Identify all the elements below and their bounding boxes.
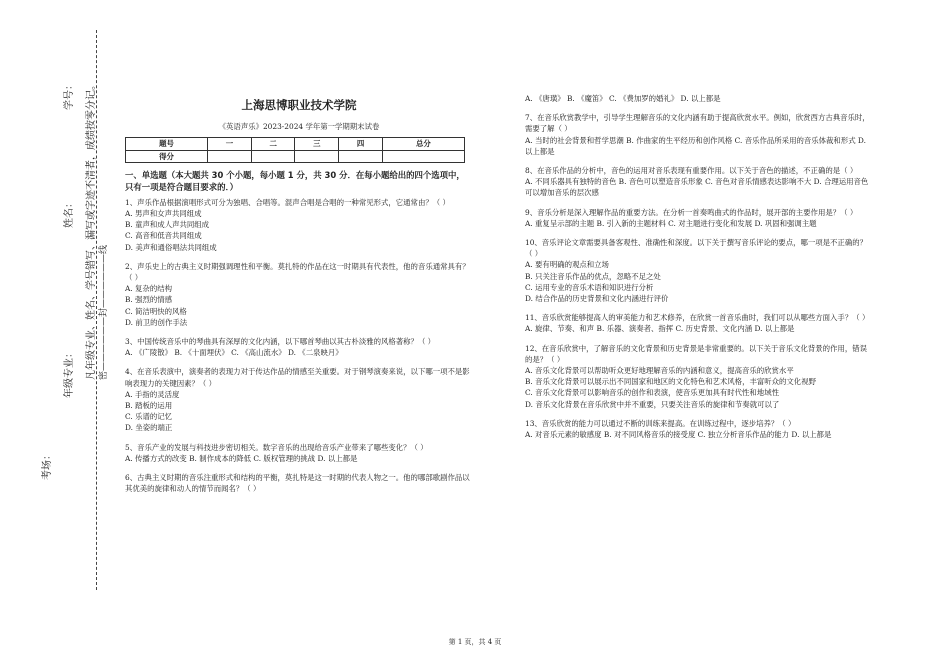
question-block: [125, 336, 473, 358]
answer-option[interactable]: D. 坐姿的端正: [125, 423, 173, 433]
answer-option[interactable]: A. 《唐璜》 B. 《魔笛》 C. 《费加罗的婚礼》 D. 以上都是: [525, 94, 721, 103]
answer-option[interactable]: A. 当时的社会背景和哲学思潮 B. 作曲家的生平经历和创作风格 C. 音乐作品所采用的音乐体裁和形式 D. 以上都是: [525, 135, 866, 156]
question-block: [125, 366, 473, 433]
seal-dashed-line: [96, 30, 97, 590]
question-stem: 12、在音乐欣赏中，了解音乐的文化背景和历史背景是非常重要的。以下关于音乐文化背景的作用，错误的是？（ ）: [525, 343, 867, 364]
left-column: [125, 92, 473, 502]
class-label: 年级专业：: [64, 348, 75, 398]
question-block: [525, 207, 873, 229]
score-table-score-row: [126, 150, 465, 162]
answer-option[interactable]: A. 手指的灵活度: [125, 389, 180, 399]
question-stem: 5、音乐产业的发展与科技进步密切相关。数字音乐的出现给音乐产业带来了哪些变化？（ ）: [125, 442, 428, 452]
right-question-list: [525, 93, 873, 440]
answer-option[interactable]: A. 不同乐器具有独特的音色 B. 音色可以塑造音乐形象 C. 音色对音乐情感表达影响不大 D. 合理运用音色可以增加音乐的层次感: [525, 177, 869, 198]
answer-option[interactable]: A. 男声和女声共同组成: [125, 209, 202, 219]
answer-option[interactable]: A. 《广陵散》 B. 《十面埋伏》 C. 《高山流水》 D. 《二泉映月》: [125, 348, 343, 358]
student-id-label: 学号：: [64, 80, 75, 110]
answer-option[interactable]: B. 踏板的运用: [125, 401, 173, 411]
course-title: 《英语声乐》2023-2024 学年第一学期期末试卷: [218, 122, 380, 132]
question-block: [525, 112, 873, 157]
score-cell[interactable]: [382, 150, 464, 162]
question-block: [125, 442, 473, 464]
answer-option[interactable]: A. 传播方式的改变 B. 制作成本的降低 C. 版权管理的挑战 D. 以上都是: [125, 453, 358, 463]
answer-option[interactable]: B. 强烈的情感: [125, 295, 173, 305]
answer-option[interactable]: A. 重复呈示部的主题 B. 引入新的主题材料 C. 对主题进行变化和发展 D. 巩固和强调主题: [525, 218, 817, 228]
score-header-cell: 三: [295, 138, 339, 150]
question-stem: 7、在音乐欣赏教学中，引导学生理解音乐的文化内涵有助于提高欣赏水平。例如，欣赏西方古典音乐时，需要了解（ ）: [525, 113, 870, 134]
answer-option[interactable]: C. 乐谱的记忆: [125, 412, 173, 422]
binding-warning: 凡年级专业、姓名、学号错写、漏写或字迹不清者，成绩按零分记。: [86, 80, 97, 380]
answer-option[interactable]: D. 音乐文化背景在音乐欣赏中并不重要，只要关注音乐的旋律和节奏就可以了: [525, 399, 780, 409]
page-footer: 第 1 页，共 4 页: [448, 638, 502, 646]
question-block: [125, 261, 473, 328]
score-cell[interactable]: [295, 150, 339, 162]
answer-option[interactable]: B. 音乐文化背景可以展示出不同国家和地区的文化特色和艺术风格，丰富听众的文化视野: [525, 377, 816, 387]
question-stem: 3、中国传统音乐中的琴曲具有深厚的文化内涵，以下哪首琴曲以其古朴淡雅的风格著称？（ ）: [125, 337, 436, 347]
school-title: 上海思博职业技术学院: [241, 98, 357, 112]
answer-option[interactable]: D. 美声和通俗唱法共同组成: [125, 242, 217, 252]
score-cell[interactable]: [339, 150, 383, 162]
score-header-cell: 一: [208, 138, 252, 150]
question-block: [525, 343, 873, 410]
question-stem: 2、声乐史上的古典主义时期强调理性和平衡。莫扎特的作品在这一时期具有代表性，他的音乐通常具有？（ ）: [125, 261, 470, 283]
question-block: [525, 93, 873, 104]
question-stem: 9、音乐分析是深入理解作品的重要方法。在分析一首奏鸣曲式的作品时，展开部的主要作用是？（ ）: [525, 207, 858, 217]
question-stem: 13、音乐欣赏的能力可以通过不断的训练来提高。在训练过程中，逐步培养？（ ）: [525, 418, 796, 428]
answer-option[interactable]: B. 童声和成人声共同组成: [125, 220, 210, 230]
question-stem: 6、古典主义时期的音乐注重形式和结构的平衡，莫扎特是这一时期的代表人物之一。他的哪部歌剧作品以其优美的旋律和动人的情节而闻名？（ ）: [125, 473, 470, 494]
score-cell[interactable]: [251, 150, 295, 162]
question-stem: 8、在音乐作品的分析中，音色的运用对音乐表现有重要作用。以下关于音色的描述，不正确的是（ ）: [525, 166, 858, 176]
question-stem: 11、音乐欣赏能够提高人的审美能力和艺术修养，在欣赏一首音乐曲时，我们可以从哪些方面入手？（ ）: [525, 313, 870, 323]
answer-option[interactable]: A. 音乐文化背景可以帮助听众更好地理解音乐的内涵和意义，提高音乐的欣赏水平: [525, 366, 794, 376]
question-block: [525, 165, 873, 199]
score-header-cell: 二: [251, 138, 295, 150]
score-row-label: 得分: [126, 150, 208, 162]
answer-option[interactable]: D. 结合作品的历史背景和文化内涵进行评价: [525, 294, 669, 304]
answer-option[interactable]: C. 运用专业的音乐术语和知识进行分析: [525, 282, 654, 292]
name-label: 姓名：: [64, 198, 75, 228]
question-block: [125, 197, 473, 253]
binding-margin: [0, 0, 110, 672]
left-question-list: [125, 197, 473, 495]
right-column: [525, 93, 873, 448]
answer-option[interactable]: A. 旋律、节奏、和声 B. 乐器、演奏者、指挥 C. 历史背景、文化内涵 D. 以上都是: [525, 324, 795, 334]
question-block: [525, 312, 873, 334]
answer-option[interactable]: A. 复杂的结构: [125, 284, 172, 294]
answer-option[interactable]: A. 要有明确的观点和立场: [525, 260, 609, 270]
question-stem: 10、音乐评论文章需要具备客观性、准确性和深度。以下关于撰写音乐评论的要点，哪一项是不正确的？（ ）: [525, 238, 867, 259]
question-stem: 1、声乐作品根据演唱形式可分为独唱、合唱等。混声合唱是合唱的一种常见形式，它通常由？（ ）: [125, 197, 450, 207]
answer-option[interactable]: C. 音乐文化背景可以影响音乐的创作和表演，使音乐更加具有时代性和地域性: [525, 388, 779, 398]
exam-room-label: 考场：: [42, 450, 53, 480]
answer-option[interactable]: C. 简洁明快的风格: [125, 306, 187, 316]
question-block: [525, 237, 873, 304]
answer-option[interactable]: A. 对音乐元素的敏感度 B. 对不同风格音乐的接受度 C. 独立分析音乐作品的能力 D. 以上都是: [525, 430, 832, 440]
exam-subtitle: [125, 121, 473, 132]
score-header-cell: 总分: [382, 138, 464, 150]
score-cell[interactable]: [208, 150, 252, 162]
score-header-cell: 题号: [126, 138, 208, 150]
score-table: [125, 137, 465, 162]
question-block: [525, 418, 873, 440]
question-stem: 4、在音乐表演中，演奏者的表现力对于传达作品的情感至关重要。对于钢琴演奏来说，以下哪一项不是影响表现力的关键因素？（ ）: [125, 367, 470, 388]
section-heading: 一、单选题（本大题共 30 个小题，每小题 1 分，共 30 分．在每小题给出的四个选项中，只有一项是符合题目要求的．）: [125, 169, 465, 193]
answer-option[interactable]: B. 只关注音乐作品的优点，忽略不足之处: [525, 271, 661, 281]
question-block: [125, 472, 473, 494]
answer-option[interactable]: D. 前卫的创作手法: [125, 317, 188, 327]
score-header-cell: 四: [339, 138, 383, 150]
answer-option[interactable]: C. 高音和低音共同组成: [125, 231, 202, 241]
score-table-header-row: [126, 138, 465, 150]
seal-line-label: 密——————封——————线: [99, 244, 109, 380]
